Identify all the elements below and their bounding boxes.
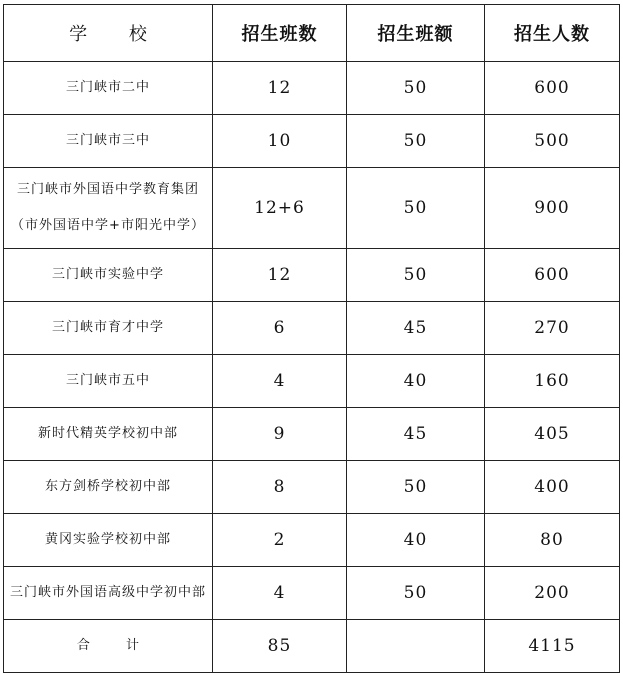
class-quota: 50 — [347, 461, 485, 514]
class-count: 12+6 — [213, 168, 347, 249]
enrollment-count: 400 — [485, 461, 620, 514]
table-row — [4, 62, 620, 115]
class-count: 8 — [213, 461, 347, 514]
enrollment-count: 600 — [485, 62, 620, 115]
school-name: 三门峡市五中 — [4, 355, 213, 408]
class-count: 12 — [213, 249, 347, 302]
school-name: 三门峡市二中 — [4, 62, 213, 115]
class-count: 4 — [213, 567, 347, 620]
class-quota: 50 — [347, 62, 485, 115]
enrollment-count: 80 — [485, 514, 620, 567]
table-row — [4, 567, 620, 620]
header-enrollment: 招生人数 — [485, 5, 620, 62]
class-quota: 40 — [347, 514, 485, 567]
header-school: 学 校 — [4, 5, 213, 62]
header-classes: 招生班数 — [213, 5, 347, 62]
enrollment-count: 200 — [485, 567, 620, 620]
school-name: 东方剑桥学校初中部 — [4, 461, 213, 514]
enrollment-table — [3, 4, 620, 673]
total-enrollment-count: 4115 — [485, 620, 620, 673]
class-count: 12 — [213, 62, 347, 115]
school-name: 三门峡市育才中学 — [4, 302, 213, 355]
enrollment-count: 900 — [485, 168, 620, 249]
total-row — [4, 620, 620, 673]
class-count: 2 — [213, 514, 347, 567]
class-quota: 50 — [347, 249, 485, 302]
class-count: 10 — [213, 115, 347, 168]
class-quota: 50 — [347, 115, 485, 168]
enrollment-count: 500 — [485, 115, 620, 168]
table-row — [4, 115, 620, 168]
header-row — [4, 5, 620, 62]
school-name: 三门峡市实验中学 — [4, 249, 213, 302]
header-quota: 招生班额 — [347, 5, 485, 62]
enrollment-count: 160 — [485, 355, 620, 408]
class-quota: 45 — [347, 408, 485, 461]
table-row — [4, 461, 620, 514]
table-row — [4, 355, 620, 408]
class-quota: 40 — [347, 355, 485, 408]
school-name: 三门峡市外国语中学教育集团（市外国语中学+市阳光中学） — [4, 168, 213, 249]
total-class-quota — [347, 620, 485, 673]
table-row — [4, 514, 620, 567]
enrollment-count: 270 — [485, 302, 620, 355]
school-name: 新时代精英学校初中部 — [4, 408, 213, 461]
class-quota: 50 — [347, 567, 485, 620]
class-quota: 50 — [347, 168, 485, 249]
total-label: 合 计 — [4, 620, 213, 673]
enrollment-count: 600 — [485, 249, 620, 302]
table-row — [4, 249, 620, 302]
class-count: 4 — [213, 355, 347, 408]
school-name: 三门峡市三中 — [4, 115, 213, 168]
table-row — [4, 168, 620, 249]
enrollment-count: 405 — [485, 408, 620, 461]
table-row — [4, 408, 620, 461]
school-name: 黄冈实验学校初中部 — [4, 514, 213, 567]
total-class-count: 85 — [213, 620, 347, 673]
class-count: 6 — [213, 302, 347, 355]
class-count: 9 — [213, 408, 347, 461]
table-row — [4, 302, 620, 355]
school-name: 三门峡市外国语高级中学初中部 — [4, 567, 213, 620]
class-quota: 45 — [347, 302, 485, 355]
